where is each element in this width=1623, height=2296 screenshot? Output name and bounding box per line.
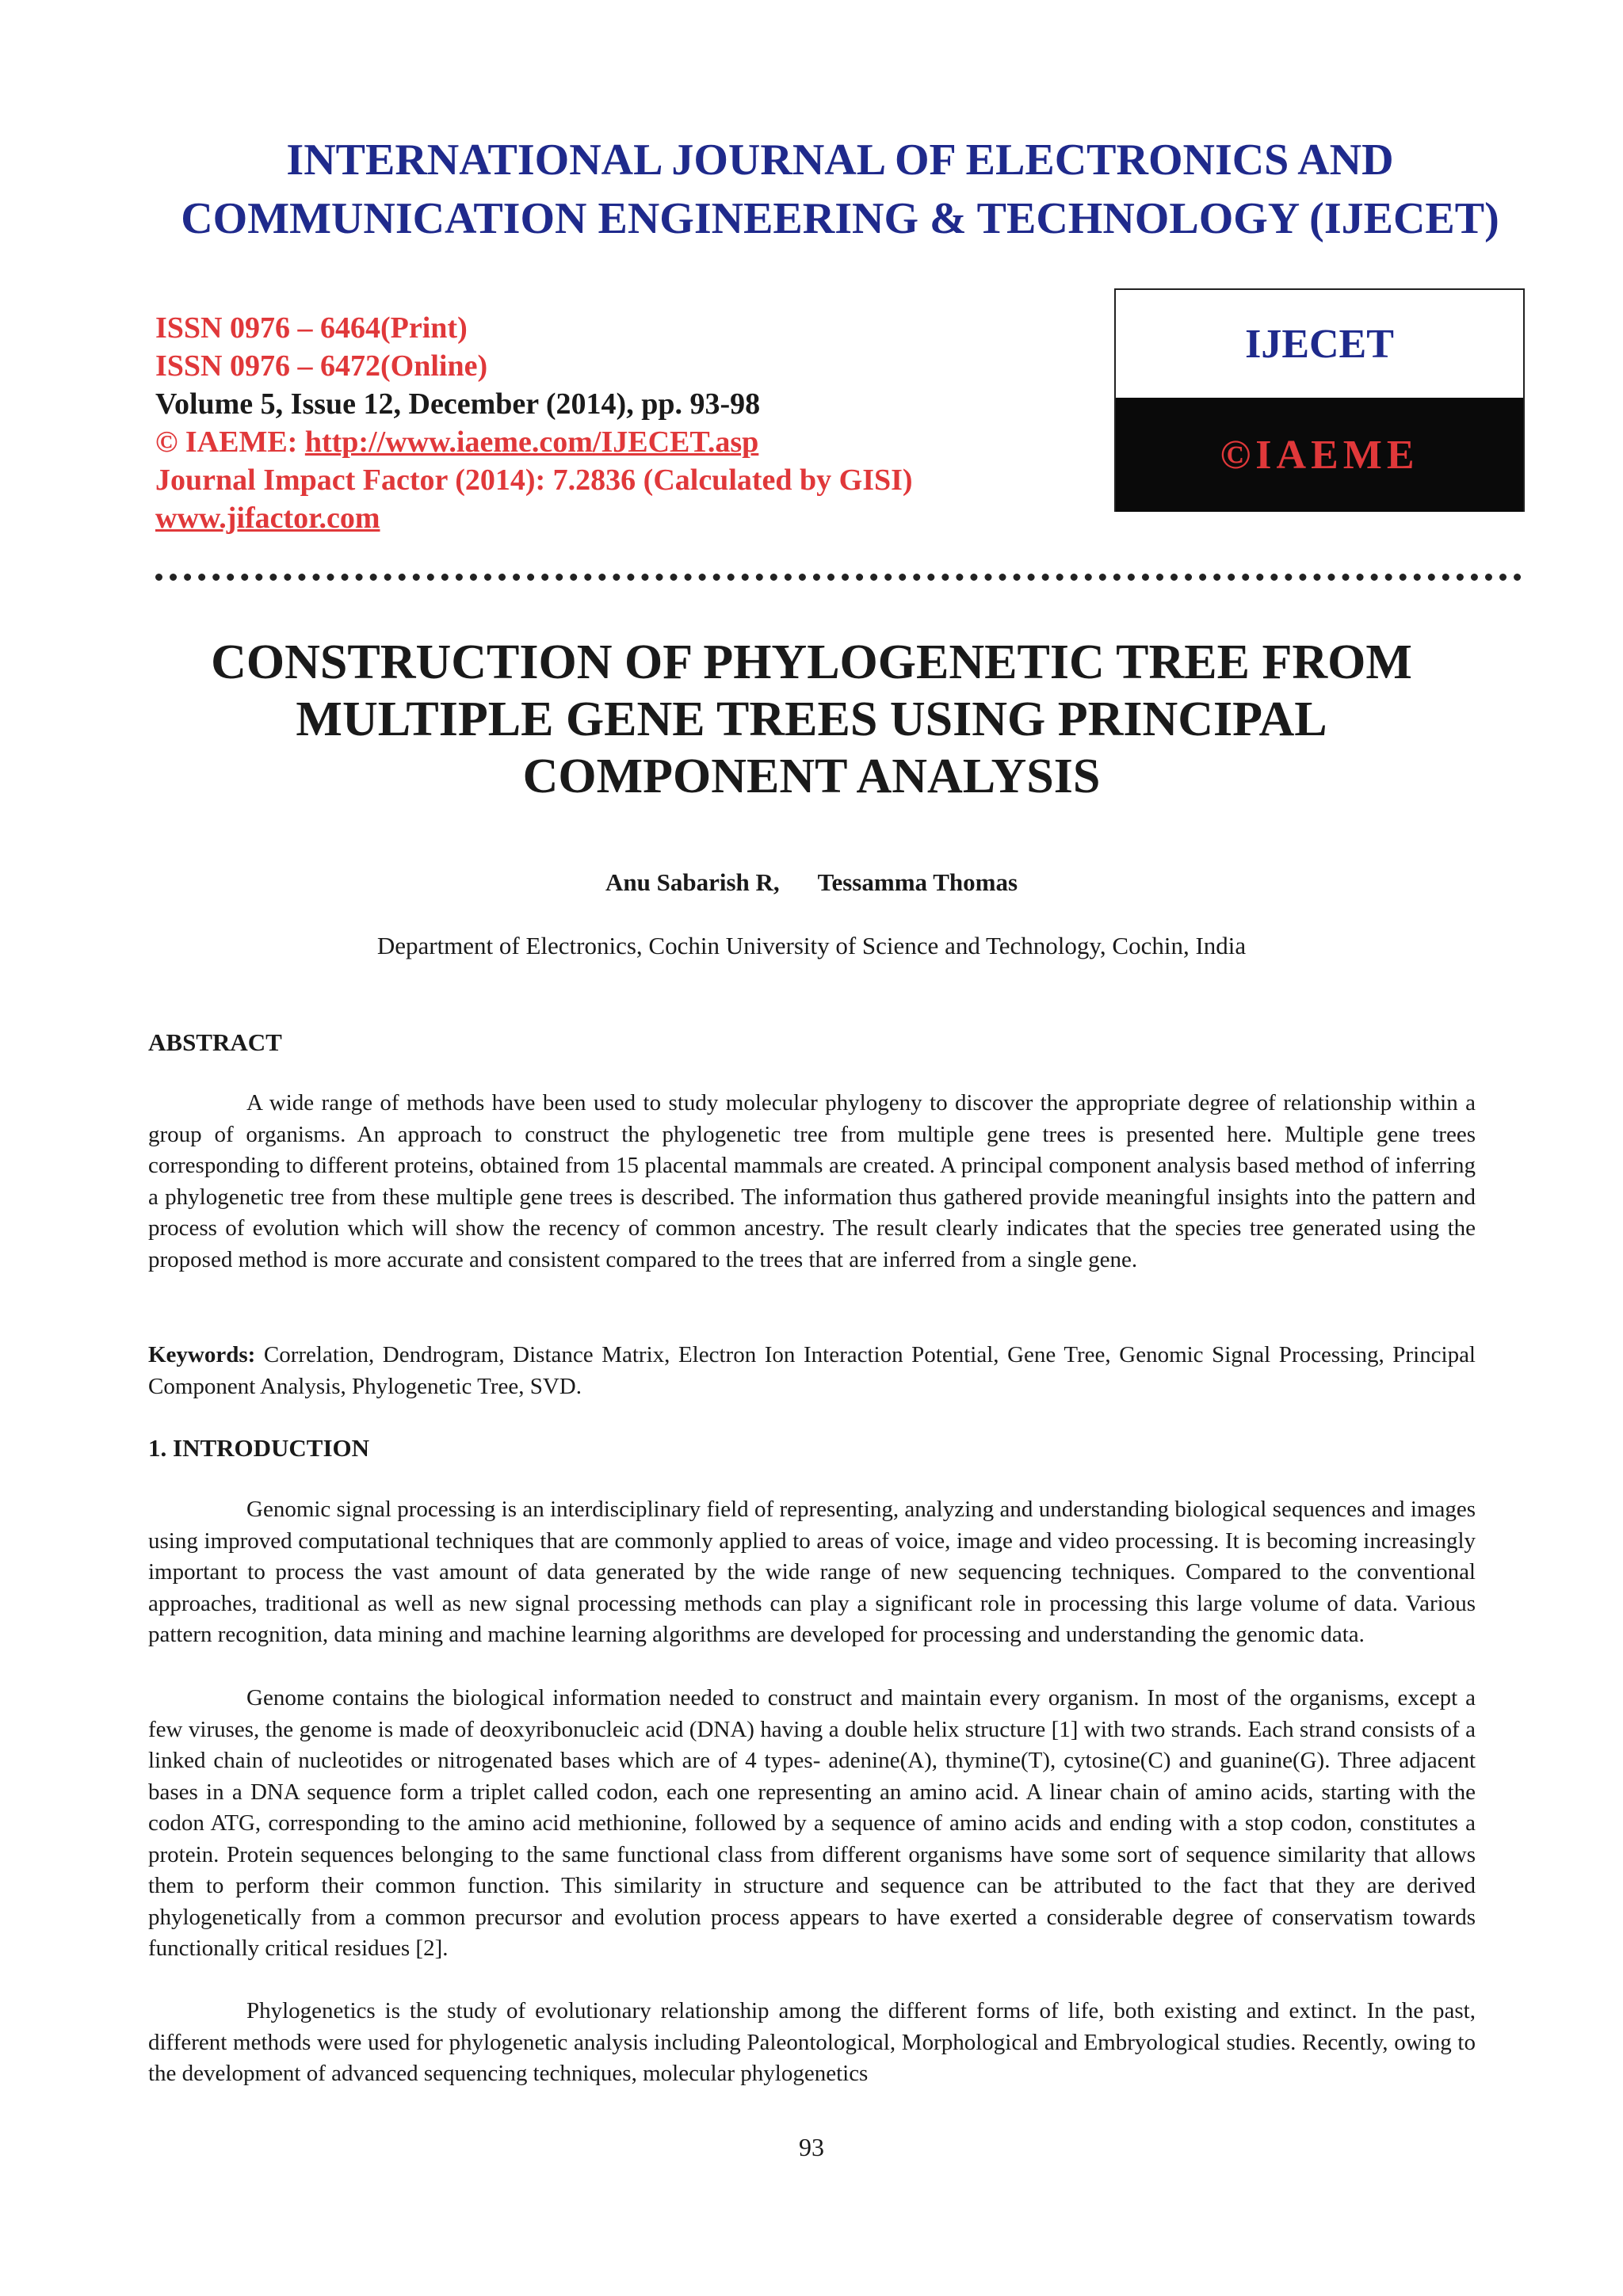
intro-paragraph-1: Genomic signal processing is an interdisciplinary field of representing, analyzing and understanding biological sequences and images using improved computational techniques that are commonly applied to areas of voice, image and video processing. It is becoming increasingly important to process the vast amount of data generated by the wide range of new sequencing techniques. Compared to the conventional approaches, traditional as well as new signal processing methods can play a significant role in processing this large volume of data. Various pattern recognition, data mining and machine learning algorithms are developed for processing and understanding the genomic data.: [148, 1497, 1476, 1647]
logo-ijecet-text: IJECET: [1116, 290, 1523, 398]
author-1: Anu Sabarish R,: [605, 868, 780, 896]
ijecet-logo: [1114, 288, 1525, 512]
abstract-text: A wide range of methods have been used to study molecular phylogeny to discover the appropriate degree of relationship within a group of organisms. An approach to construct the phylogenetic tree from multiple gene trees is presented here. Multiple gene trees corresponding to different proteins, obtained from 15 placental mammals are created. A principal component analysis based method of inferring a phylogenetic tree from these multiple gene trees is described. The information thus gathered provide meaningful insights into the pattern and process of evolution which will show the recency of common ancestry. The result clearly indicates that the species tree generated using the proposed method is more accurate and consistent compared to the trees that are inferred from a single gene.: [148, 1090, 1476, 1272]
paper-title: [79, 634, 1544, 805]
author-2: Tessamma Thomas: [817, 868, 1018, 896]
keywords-label: Keywords:: [148, 1342, 256, 1367]
volume-info: Volume 5, Issue 12, December (2014), pp. 93-98: [155, 387, 761, 421]
copyright-line: [155, 423, 913, 461]
affiliation: Department of Electronics, Cochin University of Science and Technology, Cochin, India: [376, 932, 1247, 959]
journal-title-line-1: INTERNATIONAL JOURNAL OF ELECTRONICS AND: [286, 135, 1394, 185]
keywords: [148, 1340, 1476, 1402]
dotted-divider: [155, 574, 1522, 581]
iaeme-link[interactable]: http://www.iaeme.com/IJECET.asp: [304, 425, 759, 459]
jifactor-link[interactable]: www.jifactor.com: [155, 502, 380, 535]
journal-title-line-2: COMMUNICATION ENGINEERING & TECHNOLOGY (IJECET): [181, 194, 1499, 243]
journal-title: [79, 131, 1601, 248]
journal-meta: [155, 309, 913, 537]
abstract-heading: ABSTRACT: [148, 1028, 282, 1056]
impact-factor: Journal Impact Factor (2014): 7.2836 (Calculated by GISI): [155, 463, 913, 497]
authors: [79, 868, 1544, 897]
paper-title-line-3: COMPONENT ANALYSIS: [522, 749, 1101, 803]
intro-paragraph-2: Genome contains the biological information needed to construct and maintain every organism. In most of the organisms, except a few viruses, the genome is made of deoxyribonucleic acid (DNA) having a double helix structure [1] with two strands. Each strand consists of a linked chain of nucleotides or nitrogenated bases which are of 4 types- adenine(A), thymine(T), cytosine(C) and guanine(G). Three adjacent bases in a DNA sequence form a triplet called codon, each one representing an amino acid. A linear chain of amino acids, starting with the codon ATG, corresponding to the amino acid methionine, followed by a sequence of amino acids and ending with a stop codon, constitutes a protein. Protein sequences belonging to the same functional class from different organisms have some sort of sequence similarity that allows them to perform their common function. This similarity in structure and sequence can be attributed to the fact that they are derived phylogenetically from a common precursor and evolution process appears to have exerted a considerable degree of conservatism towards functionally critical residues [2].: [148, 1685, 1476, 1961]
page-number: 93: [799, 2133, 824, 2161]
jif-line: [155, 499, 913, 537]
keywords-text: Correlation, Dendrogram, Distance Matrix, Electron Ion Interaction Potential, Gene Tree, Genomic Signal Processing, Principal Component Analysis, Phylogenetic Tree, SVD.: [148, 1342, 1476, 1399]
paper-title-line-1: CONSTRUCTION OF PHYLOGENETIC TREE FROM: [211, 635, 1412, 689]
copyright-prefix: © IAEME:: [155, 425, 305, 459]
issn-print: ISSN 0976 – 6464(Print): [155, 311, 468, 345]
paper-title-line-2: MULTIPLE GENE TREES USING PRINCIPAL: [296, 692, 1327, 746]
issn-online: ISSN 0976 – 6472(Online): [155, 349, 488, 383]
intro-paragraph-3: Phylogenetics is the study of evolutionary relationship among the different forms of life, both existing and extinct. In the past, different methods were used for phylogenetic analysis including Paleontological, Morphological and Embryological studies. Recently, owing to the development of advanced sequencing techniques, molecular phylogenetics: [148, 1998, 1476, 2086]
introduction-heading: 1. INTRODUCTION: [148, 1434, 370, 1462]
logo-iaeme-text: ©IAEME: [1116, 398, 1523, 512]
